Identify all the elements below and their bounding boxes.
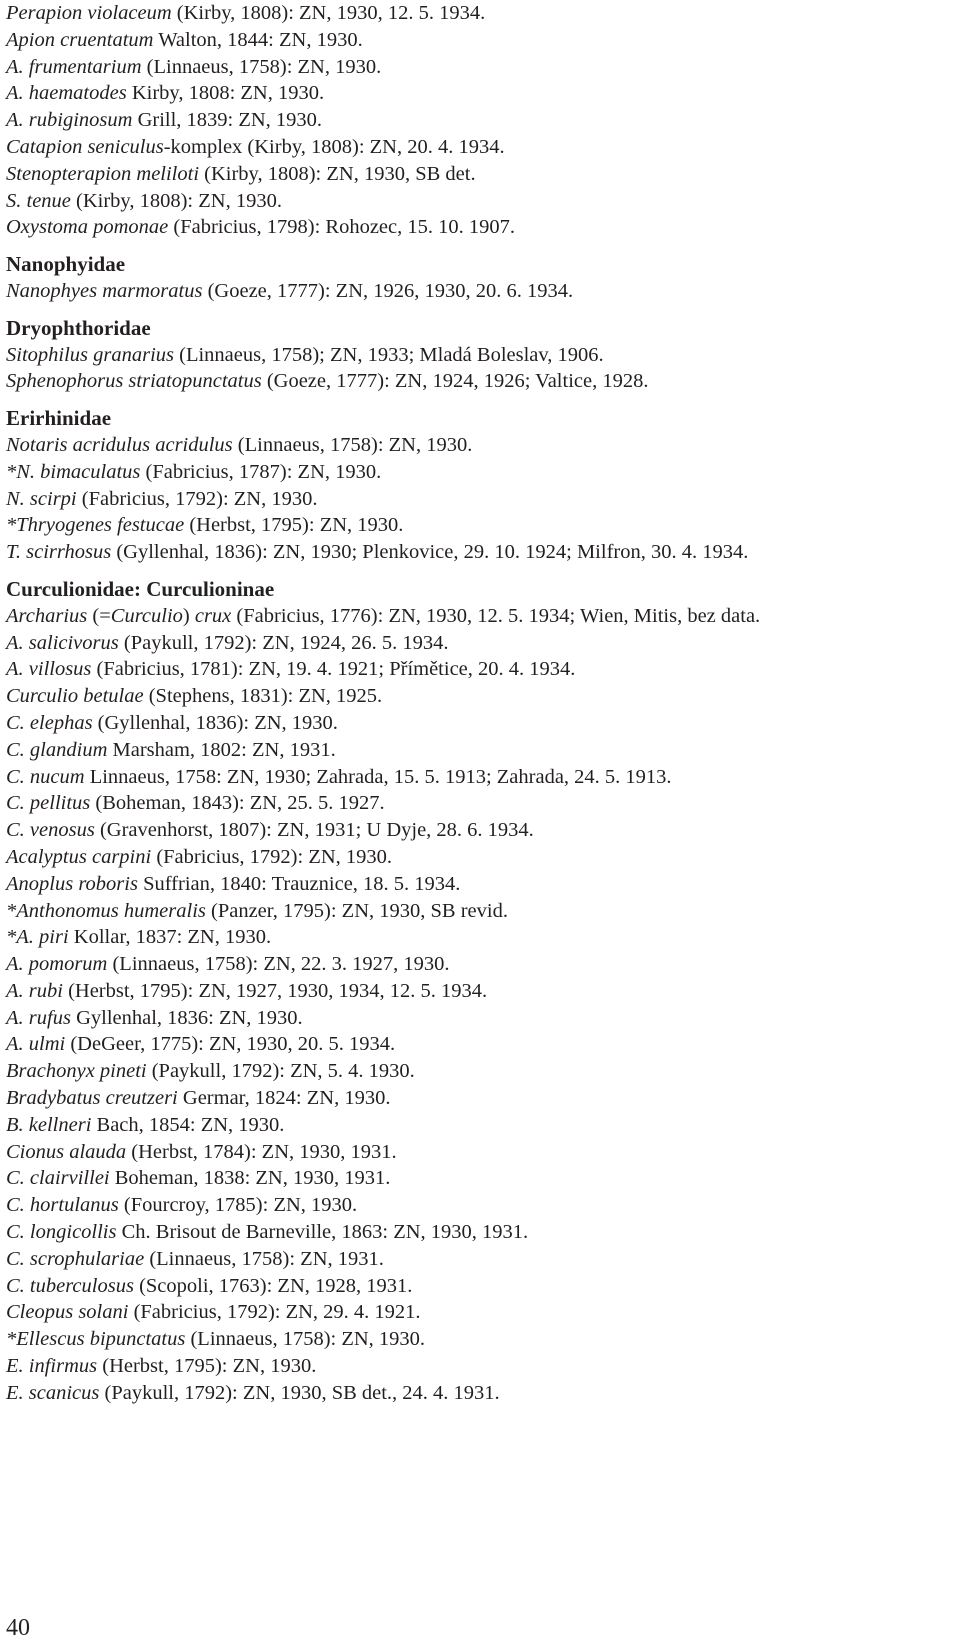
species-entry bbox=[6, 54, 956, 81]
species-name: C. longicollis bbox=[6, 1221, 117, 1244]
species-citation: (DeGeer, 1775): ZN, 1930, 20. 5. 1934. bbox=[65, 1033, 396, 1056]
species-entry bbox=[6, 1273, 956, 1300]
species-name: E. infirmus bbox=[6, 1355, 98, 1378]
family-heading: Erirhinidae bbox=[6, 406, 112, 431]
species-name: Cionus alauda bbox=[6, 1140, 127, 1163]
species-citation: (Herbst, 1784): ZN, 1930, 1931. bbox=[126, 1140, 397, 1163]
species-entry bbox=[6, 107, 956, 134]
species-entry bbox=[6, 817, 956, 844]
species-entry bbox=[6, 844, 956, 871]
species-entry bbox=[6, 790, 956, 817]
species-name: Bradybatus creutzeri bbox=[6, 1087, 178, 1110]
species-citation: (Linnaeus, 1758); ZN, 1933; Mladá Boleslav, 1906. bbox=[174, 343, 604, 366]
species-name: B. kellneri bbox=[6, 1113, 92, 1136]
species-name: crux bbox=[194, 604, 232, 627]
species-name: A. salicivorus bbox=[6, 631, 119, 654]
species-name: Oxystoma pomonae bbox=[6, 216, 169, 239]
species-entry bbox=[6, 1112, 956, 1139]
species-name: Archarius bbox=[6, 604, 88, 627]
species-name: Sitophilus granarius bbox=[6, 343, 175, 366]
species-name: A. rubi bbox=[6, 979, 63, 1002]
species-entry bbox=[6, 80, 956, 107]
species-name: C. nucum bbox=[6, 765, 85, 788]
species-entry bbox=[6, 1031, 956, 1058]
species-name: A. haematodes bbox=[6, 82, 127, 105]
species-entry bbox=[6, 459, 956, 486]
species-citation: (Fabricius, 1781): ZN, 19. 4. 1921; Přímětice, 20. 4. 1934. bbox=[91, 658, 576, 681]
species-entry bbox=[6, 1192, 956, 1219]
species-citation: (Linnaeus, 1758): ZN, 22. 3. 1927, 1930. bbox=[107, 953, 450, 976]
species-citation: (Scopoli, 1763): ZN, 1928, 1931. bbox=[133, 1274, 413, 1297]
species-entry bbox=[6, 1085, 956, 1112]
species-name: C. scrophulariae bbox=[6, 1247, 145, 1270]
species-entry bbox=[6, 710, 956, 737]
species-entry bbox=[6, 951, 956, 978]
species-citation: (Fourcroy, 1785): ZN, 1930. bbox=[118, 1194, 358, 1217]
species-citation: (Paykull, 1792): ZN, 5. 4. 1930. bbox=[146, 1060, 415, 1083]
species-citation: (Kirby, 1808): ZN, 1930, 12. 5. 1934. bbox=[171, 2, 486, 24]
species-entry bbox=[6, 342, 956, 369]
species-name: Brachonyx pineti bbox=[6, 1060, 147, 1083]
species-name: *A. piri bbox=[6, 926, 69, 949]
species-entry bbox=[6, 134, 956, 161]
species-citation: (Linnaeus, 1758): ZN, 1930. bbox=[232, 433, 473, 456]
species-citation: Suffrian, 1840: Trauznice, 18. 5. 1934. bbox=[137, 872, 461, 895]
species-citation: (Paykull, 1792): ZN, 1924, 26. 5. 1934. bbox=[118, 631, 449, 654]
species-entry bbox=[6, 1058, 956, 1085]
species-citation: Gyllenhal, 1836: ZN, 1930. bbox=[70, 1006, 303, 1029]
species-name: Perapion violaceum bbox=[6, 2, 172, 24]
species-name: Cleopus solani bbox=[6, 1301, 129, 1324]
species-name: Stenopterapion meliloti bbox=[6, 162, 200, 185]
species-entry bbox=[6, 1326, 956, 1353]
species-citation: (Fabricius, 1792): ZN, 29. 4. 1921. bbox=[128, 1301, 421, 1324]
species-entry bbox=[6, 278, 956, 305]
species-entry bbox=[6, 871, 956, 898]
species-entry bbox=[6, 539, 956, 566]
species-name: E. scanicus bbox=[6, 1381, 100, 1404]
species-name: Anoplus roboris bbox=[6, 872, 138, 895]
species-name: Apion cruentatum bbox=[6, 28, 154, 51]
species-entry bbox=[6, 1005, 956, 1032]
species-entry bbox=[6, 603, 956, 630]
species-citation: Marsham, 1802: ZN, 1931. bbox=[107, 738, 336, 761]
species-name: C. pellitus bbox=[6, 792, 91, 815]
species-citation: (Herbst, 1795): ZN, 1930. bbox=[97, 1355, 317, 1378]
species-citation: (Herbst, 1795): ZN, 1927, 1930, 1934, 12. 5. 1934. bbox=[62, 979, 488, 1002]
species-name: Acalyptus carpini bbox=[6, 845, 152, 868]
species-entry bbox=[6, 1219, 956, 1246]
species-entry bbox=[6, 1139, 956, 1166]
species-citation: (Gyllenhal, 1836): ZN, 1930; Plenkovice, 29. 10. 1924; Milfron, 30. 4. 1934. bbox=[111, 541, 749, 564]
species-citation: (Gyllenhal, 1836): ZN, 1930. bbox=[92, 711, 338, 734]
species-citation: (Fabricius, 1792): ZN, 1930. bbox=[76, 487, 318, 510]
species-citation: Walton, 1844: ZN, 1930. bbox=[153, 28, 363, 51]
species-name: C. venosus bbox=[6, 819, 95, 842]
species-name: *Anthonomus humeralis bbox=[6, 899, 206, 922]
species-citation: (Linnaeus, 1758): ZN, 1931. bbox=[144, 1247, 384, 1270]
species-citation: (Fabricius, 1798): Rohozec, 15. 10. 1907. bbox=[168, 216, 516, 239]
species-citation: (Herbst, 1795): ZN, 1930. bbox=[184, 514, 404, 537]
species-entry bbox=[6, 368, 956, 395]
species-citation: (Paykull, 1792): ZN, 1930, SB det., 24. 4. 1931. bbox=[99, 1381, 500, 1404]
species-citation: Linnaeus, 1758: ZN, 1930; Zahrada, 15. 5. 1913; Zahrada, 24. 5. 1913. bbox=[84, 765, 672, 788]
species-name: A. rufus bbox=[6, 1006, 71, 1029]
family-heading: Nanophyidae bbox=[6, 252, 126, 277]
species-name: Nanophyes marmoratus bbox=[6, 279, 203, 302]
species-name: C. hortulanus bbox=[6, 1194, 119, 1217]
species-citation: ) bbox=[182, 604, 195, 627]
species-name: A. villosus bbox=[6, 658, 92, 681]
species-entry bbox=[6, 978, 956, 1005]
species-entry bbox=[6, 161, 956, 188]
species-citation: Boheman, 1838: ZN, 1930, 1931. bbox=[109, 1167, 391, 1190]
species-entry bbox=[6, 630, 956, 657]
species-citation: (Kirby, 1808): ZN, 1930, SB det. bbox=[199, 162, 476, 185]
species-name: N. scirpi bbox=[6, 487, 77, 510]
species-name: S. tenue bbox=[6, 189, 71, 212]
species-entry bbox=[6, 1353, 956, 1380]
species-entry bbox=[6, 656, 956, 683]
species-citation: Bach, 1854: ZN, 1930. bbox=[91, 1113, 285, 1136]
species-citation: (Goeze, 1777): ZN, 1926, 1930, 20. 6. 1934. bbox=[202, 279, 574, 302]
species-entry bbox=[6, 683, 956, 710]
species-name: C. clairvillei bbox=[6, 1167, 110, 1190]
species-name: A. ulmi bbox=[6, 1033, 66, 1056]
family-heading: Dryophthoridae bbox=[6, 315, 151, 340]
species-citation: Germar, 1824: ZN, 1930. bbox=[177, 1087, 391, 1110]
species-entry bbox=[6, 1380, 956, 1407]
species-name: *Ellescus bipunctatus bbox=[6, 1328, 186, 1351]
species-name: *N. bimaculatus bbox=[6, 460, 141, 483]
species-citation: (Linnaeus, 1758): ZN, 1930. bbox=[185, 1328, 426, 1351]
species-entry bbox=[6, 0, 956, 27]
species-entry bbox=[6, 486, 956, 513]
species-citation: (Linnaeus, 1758): ZN, 1930. bbox=[141, 55, 382, 78]
species-citation: (Fabricius, 1787): ZN, 1930. bbox=[140, 460, 382, 483]
species-name: Sphenophorus striatopunctatus bbox=[6, 370, 262, 393]
species-entry bbox=[6, 737, 956, 764]
species-citation: (Kirby, 1808): ZN, 1930. bbox=[70, 189, 282, 212]
species-citation: -komplex (Kirby, 1808): ZN, 20. 4. 1934. bbox=[163, 135, 505, 158]
species-name: Curculio bbox=[110, 604, 183, 627]
species-entry bbox=[6, 898, 956, 925]
species-name: *Thryogenes festucae bbox=[6, 514, 185, 537]
species-name: A. rubiginosum bbox=[6, 109, 133, 132]
species-entry bbox=[6, 432, 956, 459]
species-citation: (Boheman, 1843): ZN, 25. 5. 1927. bbox=[90, 792, 385, 815]
species-name: Catapion seniculus bbox=[6, 135, 164, 158]
species-entry bbox=[6, 924, 956, 951]
species-entry bbox=[6, 1165, 956, 1192]
species-entry bbox=[6, 1299, 956, 1326]
species-citation: (Fabricius, 1792): ZN, 1930. bbox=[151, 845, 393, 868]
species-list bbox=[6, 0, 956, 1407]
species-citation: Ch. Brisout de Barneville, 1863: ZN, 1930, 1931. bbox=[116, 1221, 529, 1244]
species-citation: (Goeze, 1777): ZN, 1924, 1926; Valtice, 1928. bbox=[261, 370, 649, 393]
species-entry bbox=[6, 214, 956, 241]
species-citation: (Stephens, 1831): ZN, 1925. bbox=[143, 685, 383, 708]
species-citation: (Gravenhorst, 1807): ZN, 1931; U Dyje, 28. 6. 1934. bbox=[94, 819, 534, 842]
species-name: A. frumentarium bbox=[6, 55, 142, 78]
species-name: C. elephas bbox=[6, 711, 93, 734]
species-entry bbox=[6, 1246, 956, 1273]
species-citation: (= bbox=[87, 604, 111, 627]
species-name: T. scirrhosus bbox=[6, 541, 112, 564]
species-citation: Kollar, 1837: ZN, 1930. bbox=[68, 926, 272, 949]
page-number: 40 bbox=[6, 1615, 30, 1641]
species-citation: Kirby, 1808: ZN, 1930. bbox=[126, 82, 325, 105]
species-citation: (Fabricius, 1776): ZN, 1930, 12. 5. 1934; Wien, Mitis, bez data. bbox=[231, 604, 761, 627]
species-entry bbox=[6, 512, 956, 539]
species-entry bbox=[6, 188, 956, 215]
species-name: C. glandium bbox=[6, 738, 108, 761]
species-name: C. tuberculosus bbox=[6, 1274, 134, 1297]
species-name: Notaris acridulus acridulus bbox=[6, 433, 233, 456]
species-entry bbox=[6, 764, 956, 791]
species-citation: (Panzer, 1795): ZN, 1930, SB revid. bbox=[205, 899, 508, 922]
species-entry bbox=[6, 27, 956, 54]
species-name: Curculio betulae bbox=[6, 685, 144, 708]
species-name: A. pomorum bbox=[6, 953, 108, 976]
species-citation: Grill, 1839: ZN, 1930. bbox=[132, 109, 323, 132]
family-heading: Curculionidae: Curculioninae bbox=[6, 576, 275, 601]
